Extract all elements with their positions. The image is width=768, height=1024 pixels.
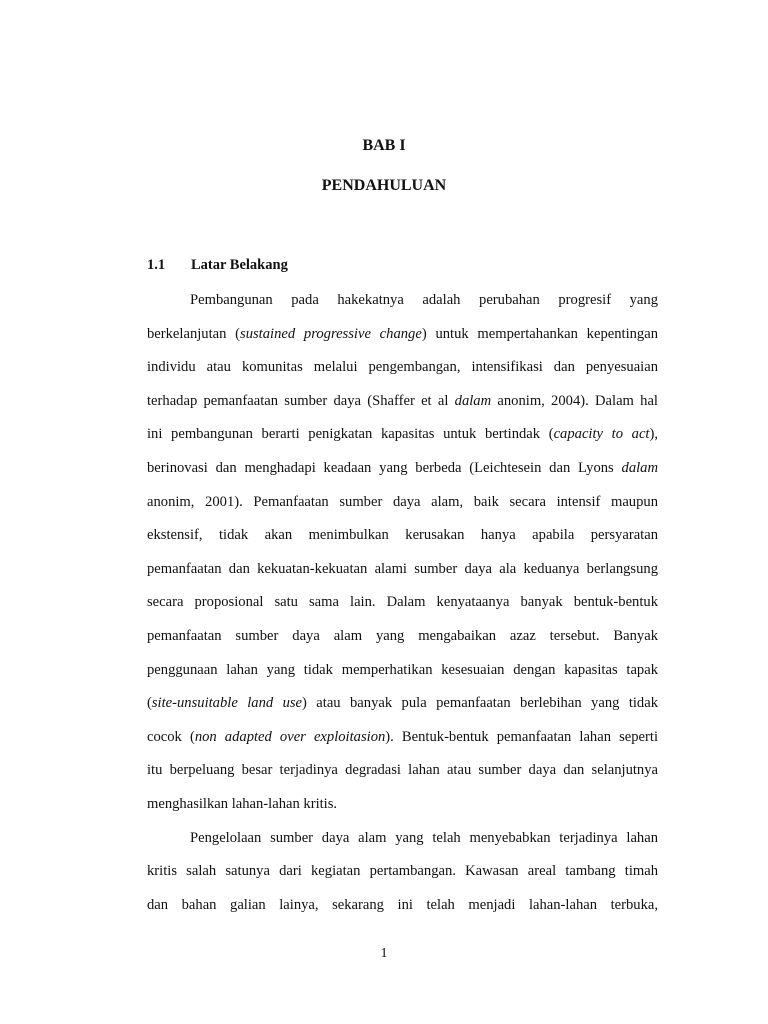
text-line: Pembangunan pada hakekatnya adalah perubahan progresif yang [190,292,658,308]
text-line: berinovasi dan menghadapi keadaan yang berbeda (Leichtesein dan Lyons dalam [147,459,658,476]
text-line: dan bahan galian lainya, sekarang ini telah menjadi lahan-lahan terbuka, [147,896,658,913]
text-line: anonim, 2001). Pemanfaatan sumber daya alam, baik secara intensif maupun [147,493,658,510]
section-number: 1.1 [147,257,166,273]
section-title: Latar Belakang [191,257,288,273]
page-number: 1 [380,946,388,961]
text-line: itu berpeluang besar terjadinya degradasi lahan atau sumber daya dan selanjutnya [147,762,658,779]
chapter-title: PENDAHULUAN [321,177,447,194]
text-line: penggunaan lahan yang tidak memperhatikan kesesuaian dengan kapasitas tapak [147,661,658,678]
section-heading [147,257,288,274]
text-line: kritis salah satunya dari kegiatan pertambangan. Kawasan areal tambang timah [147,863,658,880]
text-line: Pengelolaan sumber daya alam yang telah menyebabkan terjadinya lahan [190,829,658,846]
chapter-label: BAB I [362,137,406,154]
text-line: berkelanjutan (sustained progressive change) untuk mempertahankan kepentingan [147,325,658,342]
text-line: menghasilkan lahan-lahan kritis. [147,795,338,812]
text-line: (site-unsuitable land use) atau banyak pula pemanfaatan berlebihan yang tidak [147,695,658,712]
text-line: individu atau komunitas melalui pengembangan, intensifikasi dan penyesuaian [147,359,658,376]
text-line: secara proposional satu sama lain. Dalam kenyataanya banyak bentuk-bentuk [147,594,658,611]
text-line: terhadap pemanfaatan sumber daya (Shaffer et al dalam anonim, 2004). Dalam hal [147,392,658,409]
text-line: ekstensif, tidak akan menimbulkan kerusakan hanya apabila persyaratan [147,527,658,544]
body-text [147,284,658,922]
text-line: pemanfaatan sumber daya alam yang mengabaikan azaz tersebut. Banyak [147,627,658,644]
text-line: cocok (non adapted over exploitasion). Bentuk-bentuk pemanfaatan lahan seperti [147,728,658,745]
text-line: ini pembangunan berarti penigkatan kapasitas untuk bertindak (capacity to act), [147,426,658,443]
text-line: pemanfaatan dan kekuatan-kekuatan alami sumber daya ala keduanya berlangsung [147,560,658,577]
